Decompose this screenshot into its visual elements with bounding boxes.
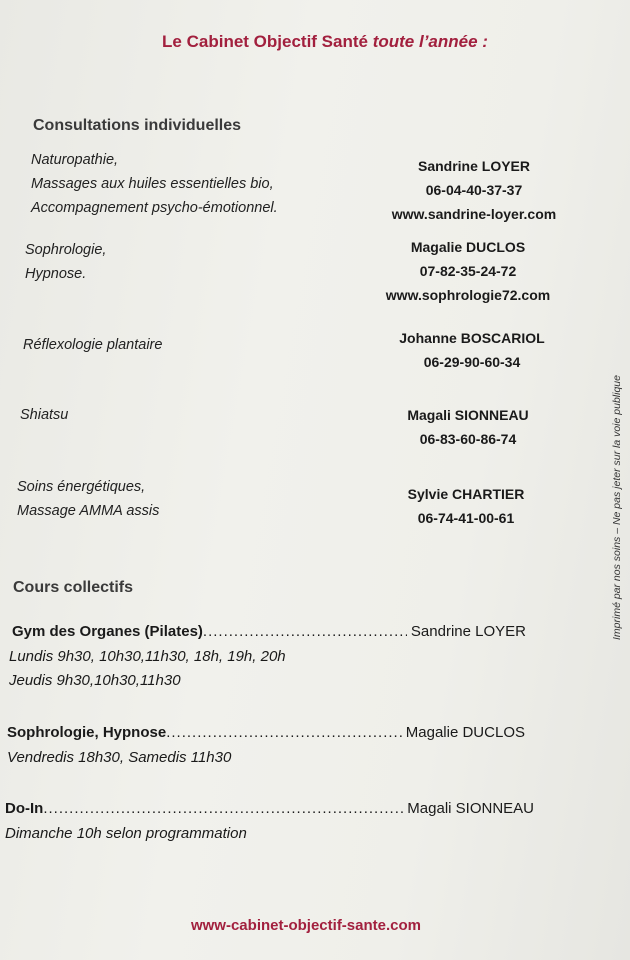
schedule-line: Dimanche 10h selon programmation	[5, 825, 247, 842]
consultations-heading: Consultations individuelles	[33, 117, 242, 134]
contact-name: Sandrine LOYER	[417, 158, 531, 174]
course-line	[12, 620, 526, 644]
service-item: Soins énergétiques,	[17, 479, 146, 495]
course-teacher: Magalie DUCLOS	[405, 724, 525, 741]
course-line	[5, 797, 534, 821]
contact-block	[356, 482, 576, 530]
contact-block	[364, 154, 584, 226]
leader-dots	[43, 797, 403, 821]
schedule-line: Jeudis 9h30,10h30,11h30	[9, 672, 181, 689]
course-name: Gym des Organes (Pilates)	[12, 623, 203, 640]
contact-name: Magalie DUCLOS	[410, 239, 526, 255]
course-teacher: Sandrine LOYER	[410, 623, 526, 640]
services-list	[23, 333, 162, 357]
services-list	[20, 403, 68, 427]
contact-block	[362, 326, 582, 374]
services-list	[31, 148, 278, 220]
services-list	[17, 475, 159, 523]
leader-dots	[203, 620, 407, 644]
service-item: Massage AMMA assis	[17, 503, 160, 519]
contact-phone: 07-82-35-24-72	[419, 263, 517, 279]
courses-heading: Cours collectifs	[13, 579, 134, 596]
leader-dots	[166, 721, 402, 745]
course-schedule	[5, 822, 247, 846]
contact-name: Sylvie CHARTIER	[407, 486, 525, 502]
service-item: Massages aux huiles essentielles bio,	[31, 176, 274, 192]
contact-website: www.sandrine-loyer.com	[391, 206, 557, 222]
schedule-line: Vendredis 18h30, Samedis 11h30	[7, 749, 232, 766]
course-schedule	[9, 645, 286, 693]
course-name: Sophrologie, Hypnose	[7, 724, 167, 741]
contact-block	[358, 403, 578, 451]
service-item: Naturopathie,	[31, 152, 119, 168]
contact-website: www.sophrologie72.com	[385, 287, 551, 303]
service-item: Sophrologie,	[25, 242, 107, 258]
service-item: Réflexologie plantaire	[23, 337, 163, 353]
course-name: Do-In	[5, 800, 44, 817]
service-item: Shiatsu	[20, 407, 69, 423]
contact-phone: 06-83-60-86-74	[419, 431, 517, 447]
contact-phone: 06-04-40-37-37	[425, 182, 523, 198]
service-item: Accompagnement psycho-émotionnel.	[31, 200, 278, 216]
course-line	[7, 721, 525, 745]
side-note: Imprimé par nos soins – Ne pas jeter sur la voie publique	[611, 375, 623, 640]
contact-name: Johanne BOSCARIOL	[399, 330, 545, 346]
title-main: Le Cabinet Objectif Santé	[162, 32, 368, 51]
services-list	[25, 238, 106, 286]
schedule-line: Lundis 9h30, 10h30,11h30, 18h, 19h, 20h	[9, 648, 286, 665]
title-italic: toute l’année :	[372, 32, 488, 51]
contact-phone: 06-74-41-00-61	[417, 510, 515, 526]
service-item: Hypnose.	[25, 266, 87, 282]
contact-phone: 06-29-90-60-34	[423, 354, 521, 370]
footer-website: www-cabinet-objectif-sante.com	[190, 917, 422, 934]
contact-name: Magali SIONNEAU	[407, 407, 529, 423]
page-title	[0, 32, 630, 52]
course-teacher: Magali SIONNEAU	[407, 800, 534, 817]
contact-block	[358, 235, 578, 307]
course-schedule	[7, 746, 231, 770]
